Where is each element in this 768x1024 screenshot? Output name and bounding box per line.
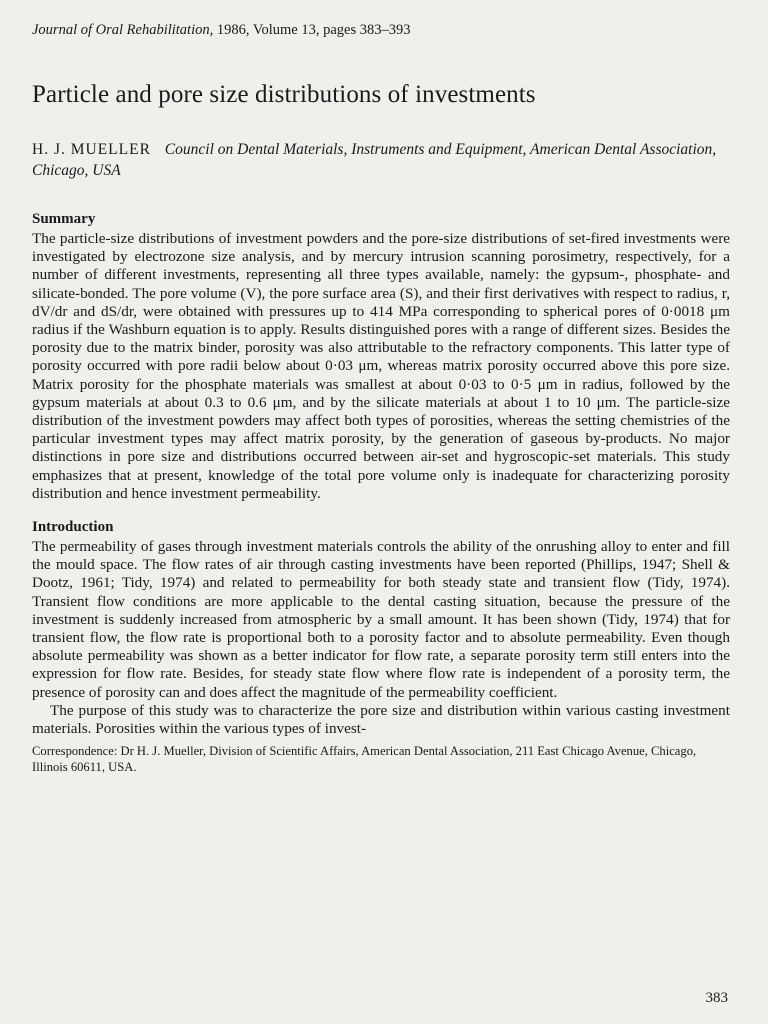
- correspondence-footnote: Correspondence: Dr H. J. Mueller, Division of Scientific Affairs, American Dental Association, 211 East Chicago Avenue, Chicago, Illinois 60611, USA.: [32, 744, 697, 774]
- summary-heading: Summary: [32, 211, 96, 227]
- introduction-paragraph-1: The permeability of gases through investment materials controls the ability of the onrushing alloy to enter and fill the mould space. The flow rates of air through casting investments have been reported (Phillips, 1947; Shell & Dootz, 1961; Tidy, 1974) and related to permeability for both steady state and transient flow (Tidy, 1974). Transient flow conditions are more applicable to the dental casting situation, because the pressure of the investment is suddenly increased from atmospheric by a small amount. It has been shown (Tidy, 1974) that for transient flow, the flow rate is proportional both to a porosity factor and to absolute permeability. Even though absolute permeability was shown as a better indicator for flow rate, a separate porosity term still enters into the expression for flow rate. Besides, for steady state flow where flow rate is independent of a porosity term, the presence of porosity can and does affect the magnitude of the permeability coefficient.: [32, 538, 730, 701]
- summary-text: The particle-size distributions of investment powders and the pore-size distributions of set-fired investments were investigated by electrozone size analysis, and by mercury intrusion scanning porosimetry, respectively, for a number of different investments, representing all three types available, namely: the gypsum-, phosphate- and silicate-bonded. The pore volume (V), the pore surface area (S), and their first derivatives with respect to radius, r, dV/dr and dS/dr, were obtained with pressures up to 414 MPa corresponding to spherical pores of 0·0018 μm radius if the Washburn equation is to apply. Results distinguished pores with a range of different sizes. Besides the porosity due to the matrix binder, porosity was also attributable to the refractory components. This latter type of porosity occurred with pore radii below about 0·03 μm, whereas matrix porosity occurred above this pore size. Matrix porosity for the phosphate materials was smallest at about 0·03 to 0·5 μm in radius, followed by the gypsum materials at about 0.3 to 0.6 μm, and by the silicate materials at about 1 to 10 μm. The particle-size distribution of the investment powders may affect both types of porosities, whereas the setting chemistries of the particular investment types may affect matrix porosity, by the generation of gaseous by-products. No major distinctions in pore size and distributions occurred between air-set and hygroscopic-set materials. This study emphasizes that at present, knowledge of the total pore volume only is inadequate for characterizing porosity distribution and hence investment permeability.: [32, 230, 730, 502]
- page-number: 383: [705, 990, 728, 1006]
- author-name: H. J. MUELLER: [32, 141, 151, 158]
- volume-pages: 1986, Volume 13, pages 383–393: [213, 22, 411, 38]
- summary-section: [32, 211, 730, 503]
- article-title: Particle and pore size distributions of investments: [32, 81, 536, 108]
- introduction-section: [32, 519, 730, 738]
- author-affiliation: Council on Dental Materials, Instruments and Equipment, American Dental Association, Chicago, USA: [32, 141, 717, 179]
- author-block: [32, 139, 730, 181]
- running-head: [32, 22, 730, 39]
- introduction-paragraph-2: The purpose of this study was to characterize the pore size and distribution within various casting investment materials. Porosities within the various types of invest-: [32, 701, 730, 738]
- introduction-heading: Introduction: [32, 519, 114, 536]
- journal-name: Journal of Oral Rehabilitation,: [32, 22, 214, 38]
